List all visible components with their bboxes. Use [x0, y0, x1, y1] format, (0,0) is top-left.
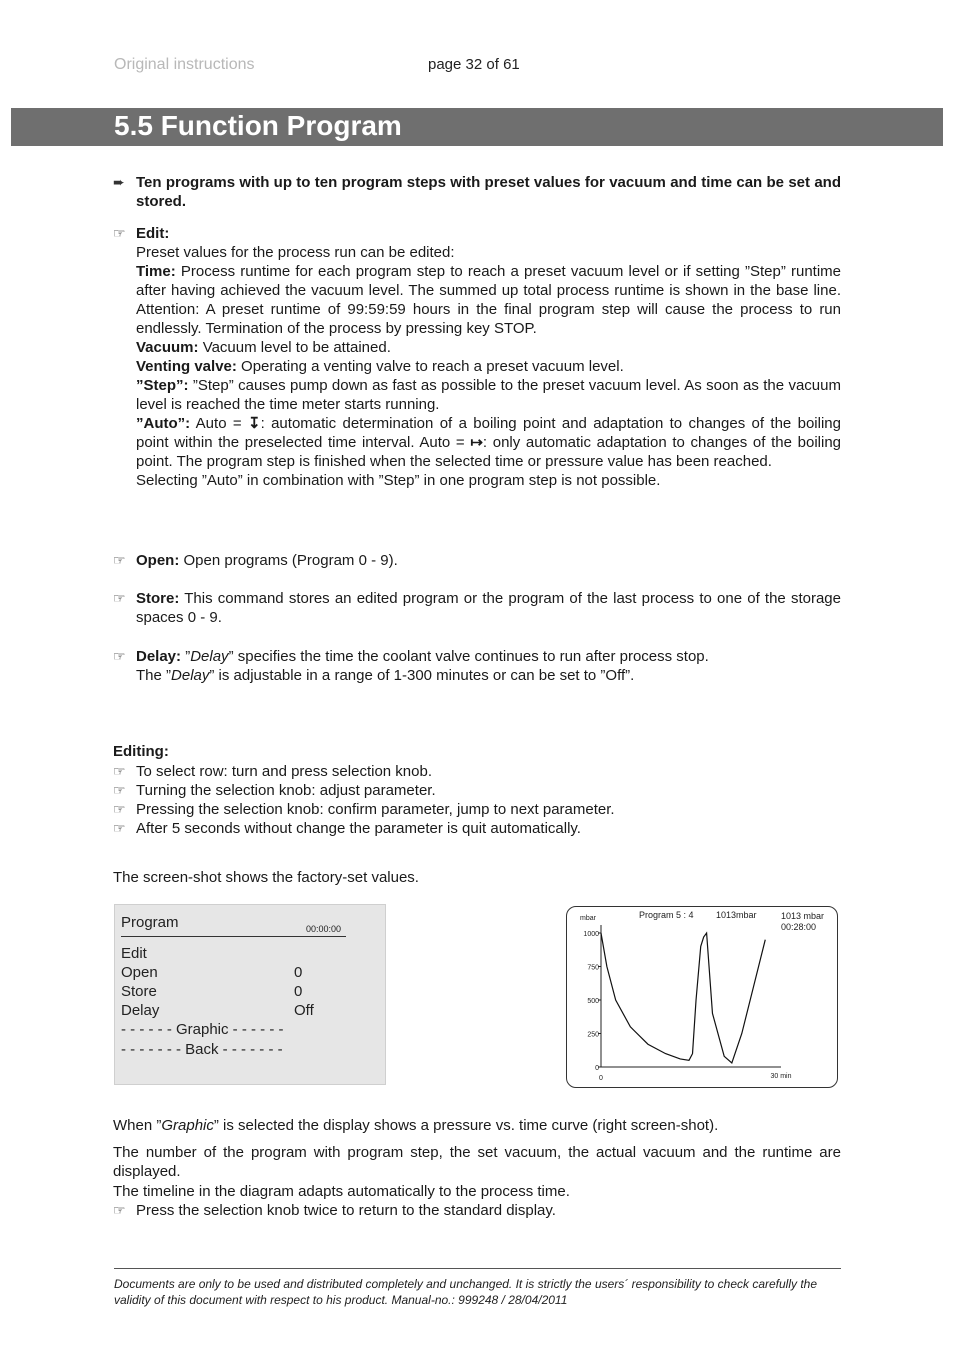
menu-item-store: Store — [121, 983, 157, 1000]
auto-right-arrow-icon: ↦ — [470, 434, 483, 451]
step-text: ”Step” causes pump down as fast as possible to the preset vacuum level. As soon as the vacuum level is reached the time meter starts running. — [136, 377, 841, 413]
menu-title: Program — [121, 914, 179, 931]
open-text: Open programs (Program 0 - 9). — [179, 552, 398, 569]
display-description: The number of the program with program step, the set vacuum, the actual vacuum and the runtime are displayed. — [113, 1144, 841, 1180]
venting-paragraph — [136, 357, 841, 376]
editing-heading: Editing: — [113, 743, 169, 760]
menu-value-open: 0 — [294, 964, 303, 981]
y-tick-label: 500 — [587, 998, 599, 1005]
delay-line1 — [136, 647, 841, 666]
delay-quote: ” — [181, 648, 191, 665]
editing-item: Turning the selection knob: adjust parameter. — [136, 782, 436, 799]
y-tick-label: 250 — [587, 1031, 599, 1039]
timeline-note: The timeline in the diagram adapts automatically to the process time. — [113, 1183, 570, 1200]
venting-label: Venting valve: — [136, 358, 237, 375]
auto-down-arrow-icon: ↧ — [248, 415, 261, 432]
graph-y-unit: mbar — [580, 915, 596, 922]
delay-block — [136, 647, 841, 685]
auto-step-note: Selecting ”Auto” in combination with ”Step” in one program step is not possible. — [136, 472, 661, 489]
delay-pre2: The ” — [136, 667, 172, 684]
pressure-series-line — [601, 933, 765, 1063]
delay-label: Delay: — [136, 648, 182, 665]
graphic-word: Graphic — [161, 1117, 214, 1134]
y-tick-label: 750 — [587, 964, 599, 972]
hand-pointer-icon: ☞ — [113, 1202, 126, 1218]
edit-label: Edit: — [136, 225, 170, 242]
section-title-bar — [11, 108, 943, 146]
y-tick-label: 0 — [595, 1065, 599, 1072]
store-label: Store: — [136, 590, 180, 607]
open-paragraph — [136, 551, 841, 570]
header-left: Original instructions — [114, 56, 255, 73]
graphic-note — [113, 1116, 718, 1135]
hand-pointer-icon: ☞ — [113, 782, 126, 798]
menu-divider — [121, 936, 346, 937]
return-instruction: Press the selection knob twice to return to the standard display. — [136, 1202, 556, 1219]
delay-word2: Delay — [171, 667, 210, 684]
program-menu-screenshot — [114, 904, 386, 1085]
editing-item: Pressing the selection knob: confirm parameter, jump to next parameter. — [136, 801, 615, 818]
menu-item-graphic: - - - - - - Graphic - - - - - - — [121, 1021, 284, 1038]
y-tick-label: 1000 — [583, 931, 599, 938]
hand-pointer-icon: ☞ — [113, 648, 126, 664]
menu-item-open: Open — [121, 964, 158, 981]
graph-set-vacuum: 1013mbar — [716, 910, 757, 920]
editing-item: After 5 seconds without change the parameter is quit automatically. — [136, 820, 581, 837]
menu-value-delay: Off — [294, 1002, 314, 1019]
delay-word: Delay — [190, 648, 229, 665]
step-label: ”Step”: — [136, 377, 189, 394]
time-text: Process runtime for each program step to reach a preset vacuum level or if setting ”Step” runtime after having achieved the vacuum level. The summed up total process runtime is shown in the base line. Attention: A preset runtime of 99:59:59 hours in the final program step will cause the process to run endlessly. Termination of the process by pressing key STOP. — [136, 263, 841, 337]
page-number: page 32 of 61 — [428, 56, 520, 73]
auto-paragraph — [136, 414, 841, 471]
graph-runtime: 00:28:00 — [781, 922, 817, 932]
intro-text: Ten programs with up to ten program steps with preset values for vacuum and time can be set and stored. — [136, 174, 841, 210]
menu-item-back: - - - - - - - Back - - - - - - - — [121, 1041, 283, 1058]
auto-text-c: : only automatic adaptation to changes of the boiling point. The program step is finished when the selected time or pressure value has been reached. — [136, 434, 841, 470]
pressure-chart — [567, 907, 837, 1087]
arrow-icon: ➨ — [113, 174, 125, 190]
open-label: Open: — [136, 552, 180, 569]
hand-pointer-icon: ☞ — [113, 225, 126, 241]
hand-pointer-icon: ☞ — [113, 820, 126, 836]
vacuum-paragraph — [136, 338, 841, 357]
delay-line2 — [136, 666, 841, 685]
hand-pointer-icon: ☞ — [113, 763, 126, 779]
auto-text-b: : automatic determination of a boiling point and adaptation to changes of the boiling point within the preselected time interval. Auto = — [136, 415, 841, 451]
screenshot-note: The screen-shot shows the factory-set values. — [113, 869, 419, 886]
graphic-note-rest: ” is selected the display shows a pressure vs. time curve (right screen-shot). — [213, 1117, 719, 1134]
edit-block — [136, 224, 841, 490]
graph-program: Program 5 : 4 — [639, 910, 694, 920]
auto-label: ”Auto”: — [136, 415, 191, 432]
step-paragraph — [136, 376, 841, 414]
venting-text: Operating a venting valve to reach a preset vacuum level. — [236, 358, 624, 375]
delay-text2: ” is adjustable in a range of 1-300 minutes or can be set to ”Off”. — [209, 667, 635, 684]
menu-item-delay: Delay — [121, 1002, 160, 1019]
delay-text1: ” specifies the time the coolant valve continues to run after process stop. — [228, 648, 709, 665]
graphic-screenshot — [566, 906, 838, 1088]
vacuum-text: Vacuum level to be attained. — [198, 339, 391, 356]
x-tick-label: 30 min — [770, 1073, 792, 1080]
time-label: Time: — [136, 263, 176, 280]
menu-item-edit: Edit — [121, 945, 147, 962]
time-paragraph — [136, 262, 841, 338]
edit-intro: Preset values for the process run can be edited: — [136, 244, 455, 261]
menu-value-store: 0 — [294, 983, 303, 1000]
x-tick-label: 0 — [599, 1075, 603, 1082]
page-title: 5.5 Function Program — [114, 110, 402, 141]
graphic-note-pre: When ” — [113, 1117, 162, 1134]
menu-runtime: 00:00:00 — [306, 924, 342, 934]
store-text: This command stores an edited program or the program of the last process to one of the storage spaces 0 - 9. — [136, 590, 841, 626]
vacuum-label: Vacuum: — [136, 339, 199, 356]
hand-pointer-icon: ☞ — [113, 590, 126, 606]
footer-disclaimer: Documents are only to be used and distributed completely and unchanged. It is strictly the users´ responsibility to check carefully the validity of this document with respect to his product. Manual-no.: 999248 / 28/04/2011 — [114, 1277, 818, 1307]
hand-pointer-icon: ☞ — [113, 552, 126, 568]
editing-item: To select row: turn and press selection knob. — [136, 763, 432, 780]
footer-divider — [114, 1268, 841, 1269]
store-paragraph — [136, 589, 841, 627]
auto-text-a: Auto = — [190, 415, 248, 432]
graph-actual-vacuum: 1013 mbar — [781, 911, 825, 921]
hand-pointer-icon: ☞ — [113, 801, 126, 817]
